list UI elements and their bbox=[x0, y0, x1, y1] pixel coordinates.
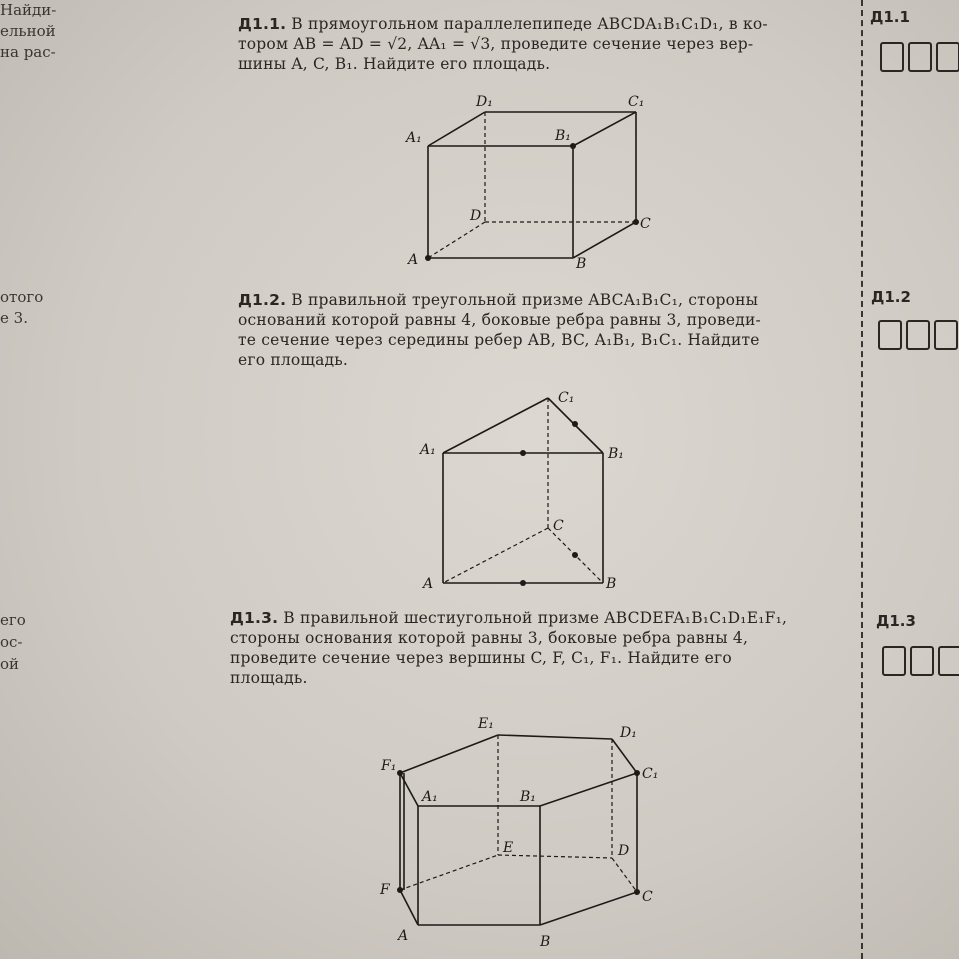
answer-label: Д1.3 bbox=[876, 612, 916, 630]
left-fragment: ельной bbox=[0, 22, 56, 40]
cut-line-divider bbox=[861, 0, 863, 959]
vertex-label: D bbox=[618, 843, 630, 859]
problem-number: Д1.3. bbox=[230, 609, 279, 627]
vertex-label: F₁ bbox=[381, 758, 397, 774]
vertex-label: A₁ bbox=[406, 130, 422, 146]
vertex-label: C₁ bbox=[642, 766, 659, 782]
answer-cell[interactable] bbox=[906, 320, 930, 350]
answer-label: Д1.2 bbox=[871, 288, 911, 306]
vertex-label: A₁ bbox=[422, 789, 438, 805]
vertex-label: C₁ bbox=[628, 94, 645, 110]
answer-cell[interactable] bbox=[910, 646, 934, 676]
vertex-label: F bbox=[380, 882, 390, 898]
problem-text-line: проведите сечение через вершины C, F, C₁, F₁. Найдите его bbox=[230, 649, 732, 667]
vertex-label: A₁ bbox=[420, 442, 436, 458]
answer-boxes-d1-1 bbox=[880, 42, 959, 72]
vertex-label: D₁ bbox=[476, 94, 493, 110]
vertex-label: B₁ bbox=[555, 128, 571, 144]
vertex-label: B bbox=[606, 576, 617, 592]
vertex-label: B₁ bbox=[608, 446, 624, 462]
answer-cell[interactable] bbox=[934, 320, 958, 350]
vertex-label: C bbox=[642, 889, 653, 905]
vertex-label: A bbox=[423, 576, 434, 592]
vertex-label: E bbox=[503, 840, 514, 856]
problem-text-line: площадь. bbox=[230, 669, 308, 687]
vertex-label: D₁ bbox=[620, 725, 637, 741]
vertex-label: B bbox=[540, 934, 551, 950]
vertex-label: C₁ bbox=[558, 390, 575, 406]
problem-text-line: тором AB = AD = √2, AA₁ = √3, проведите сечение через вер- bbox=[238, 35, 754, 53]
answer-cell[interactable] bbox=[880, 42, 904, 72]
problem-text-line: стороны основания которой равны 3, боковые ребра равны 4, bbox=[230, 629, 749, 647]
vertex-label: A bbox=[398, 928, 409, 944]
problem-number: Д1.2. bbox=[238, 291, 287, 309]
answer-cell[interactable] bbox=[882, 646, 906, 676]
problem-text-line: шины A, C, B₁. Найдите его площадь. bbox=[238, 55, 551, 73]
answer-cell[interactable] bbox=[878, 320, 902, 350]
vertex-label: E₁ bbox=[478, 716, 494, 732]
answer-boxes-d1-3 bbox=[882, 646, 959, 676]
left-fragment: Найди- bbox=[0, 1, 57, 19]
left-fragment: на рас- bbox=[0, 43, 56, 61]
answer-label: Д1.1 bbox=[870, 8, 910, 26]
problem-text-line: его площадь. bbox=[238, 351, 349, 369]
left-fragment: ос- bbox=[0, 633, 23, 651]
left-fragment: ой bbox=[0, 655, 20, 673]
problem-text-line: В правильной треугольной призме ABCA₁B₁C₁, стороны bbox=[291, 291, 759, 309]
vertex-label: D bbox=[470, 208, 482, 224]
problem-text-line: те сечение через середины ребер AB, BC, A₁B₁, B₁C₁. Найдите bbox=[238, 331, 760, 349]
vertex-label: B bbox=[576, 256, 587, 272]
problem-text-line: оснований которой равны 4, боковые ребра равны 3, проведи- bbox=[238, 311, 761, 329]
left-fragment: отого bbox=[0, 288, 44, 306]
problem-text-line: В прямоугольном параллелепипеде ABCDA₁B₁C₁D₁, в ко- bbox=[291, 15, 768, 33]
answer-cell[interactable] bbox=[938, 646, 959, 676]
problem-number: Д1.1. bbox=[238, 15, 287, 33]
answer-boxes-d1-2 bbox=[878, 320, 959, 350]
vertex-label: C bbox=[553, 518, 564, 534]
vertex-label: B₁ bbox=[520, 789, 536, 805]
left-fragment: его bbox=[0, 611, 26, 629]
vertex-label: A bbox=[408, 252, 419, 268]
answer-cell[interactable] bbox=[936, 42, 959, 72]
answer-cell[interactable] bbox=[908, 42, 932, 72]
vertex-label: C bbox=[640, 216, 651, 232]
problem-text-line: В правильной шестиугольной призме ABCDEFA₁B₁C₁D₁E₁F₁, bbox=[283, 609, 788, 627]
left-fragment: е 3. bbox=[0, 309, 28, 327]
